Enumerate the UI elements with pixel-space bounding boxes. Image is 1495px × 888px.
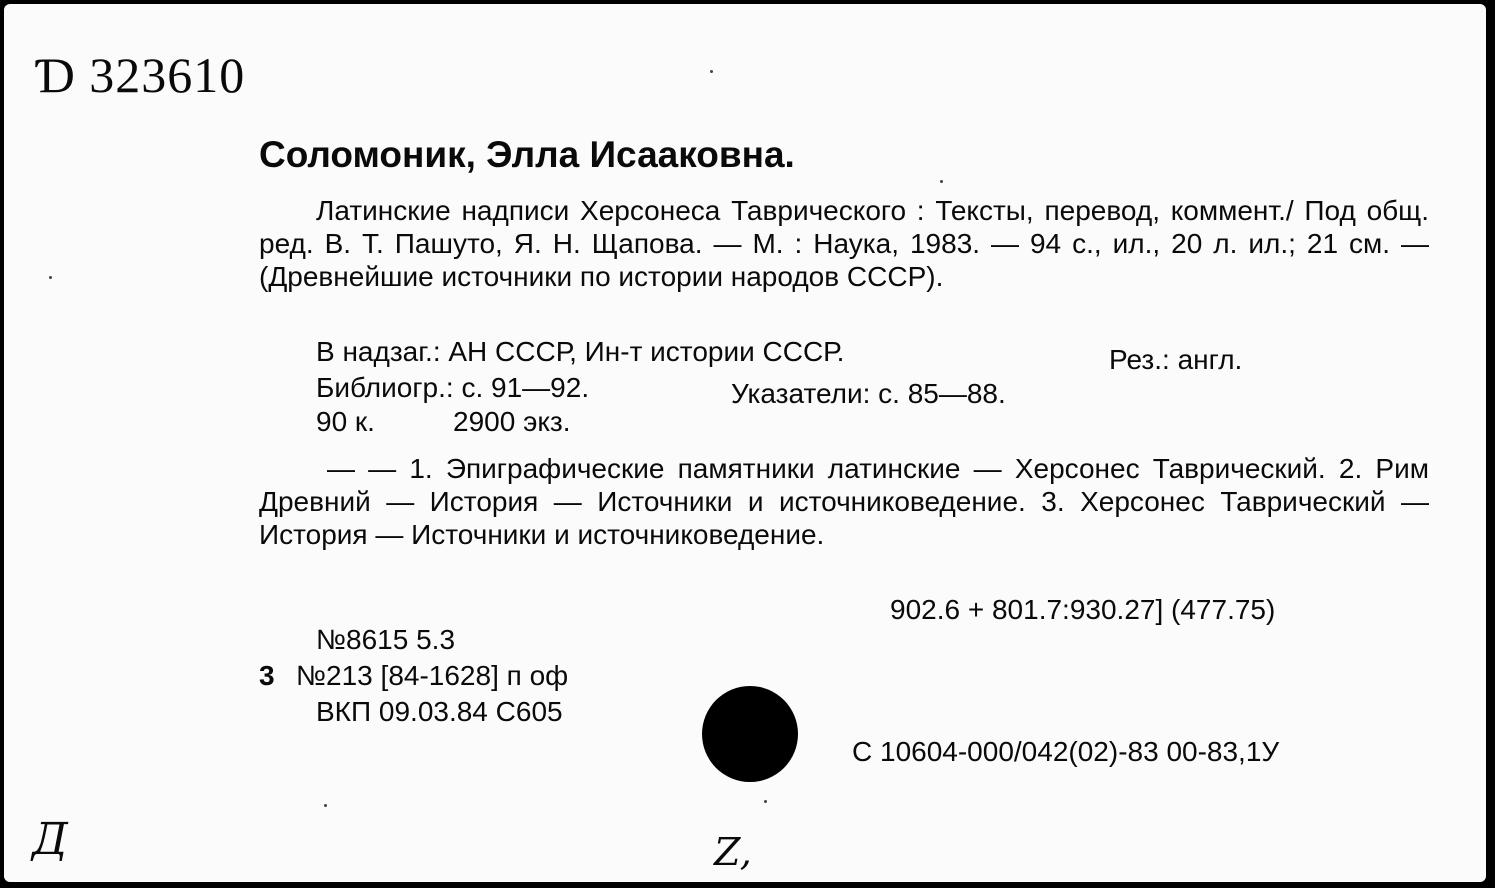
order-prefix: 3 [259, 660, 275, 691]
note-header: В надзаг.: АН СССР, Ин-т истории СССР. [316, 336, 845, 367]
order-line: №213 [84-1628] п оф [296, 660, 569, 691]
speck [49, 276, 52, 279]
copies: 2900 экз. [453, 406, 571, 437]
classification-index: 902.6 + 801.7:930.27] (477.75) [890, 594, 1276, 625]
punch-hole [702, 686, 798, 782]
speck [940, 180, 943, 183]
bibliography-note: Библиогр.: с. 91—92. [316, 372, 590, 403]
vkp-line: ВКП 09.03.84 С605 [316, 696, 563, 727]
note-summary: Рез.: англ. [1109, 344, 1243, 375]
author-name: Соломоник, Элла Исааковна. [259, 134, 795, 175]
catalog-code: С 10604-000/042(02)-83 00-83,1У [852, 736, 1280, 767]
handwritten-mark-left: Д [32, 814, 68, 865]
speck [764, 800, 767, 803]
handwritten-mark-bottom: Z, [714, 830, 752, 874]
speck [710, 70, 713, 73]
speck [324, 804, 327, 807]
subject-headings: — — 1. Эпиграфические памятники латинские — Херсонес Таврический. 2. Рим Древний — История — Источники и источниковедение. 3. Херсонес Таврический — История — Источники и источниковедение. [259, 453, 1429, 550]
indexes-note: Указатели: с. 85—88. [731, 378, 1006, 409]
catalog-card [4, 4, 1486, 882]
price: 90 к. [316, 406, 375, 437]
record-number: №8615 5.3 [316, 624, 456, 655]
bibliographic-description: Латинские надписи Херсонеса Таврического : Тексты, перевод, коммент./ Под общ. ред. В. Т. Пашуто, Я. Н. Щапова. — М. : Наука, 1983. — 94 с., ил., 20 л. ил.; 21 см. — (Древнейшие источники по истории народов СССР). [259, 195, 1429, 292]
call-number: Ɗ 323610 [34, 47, 246, 103]
